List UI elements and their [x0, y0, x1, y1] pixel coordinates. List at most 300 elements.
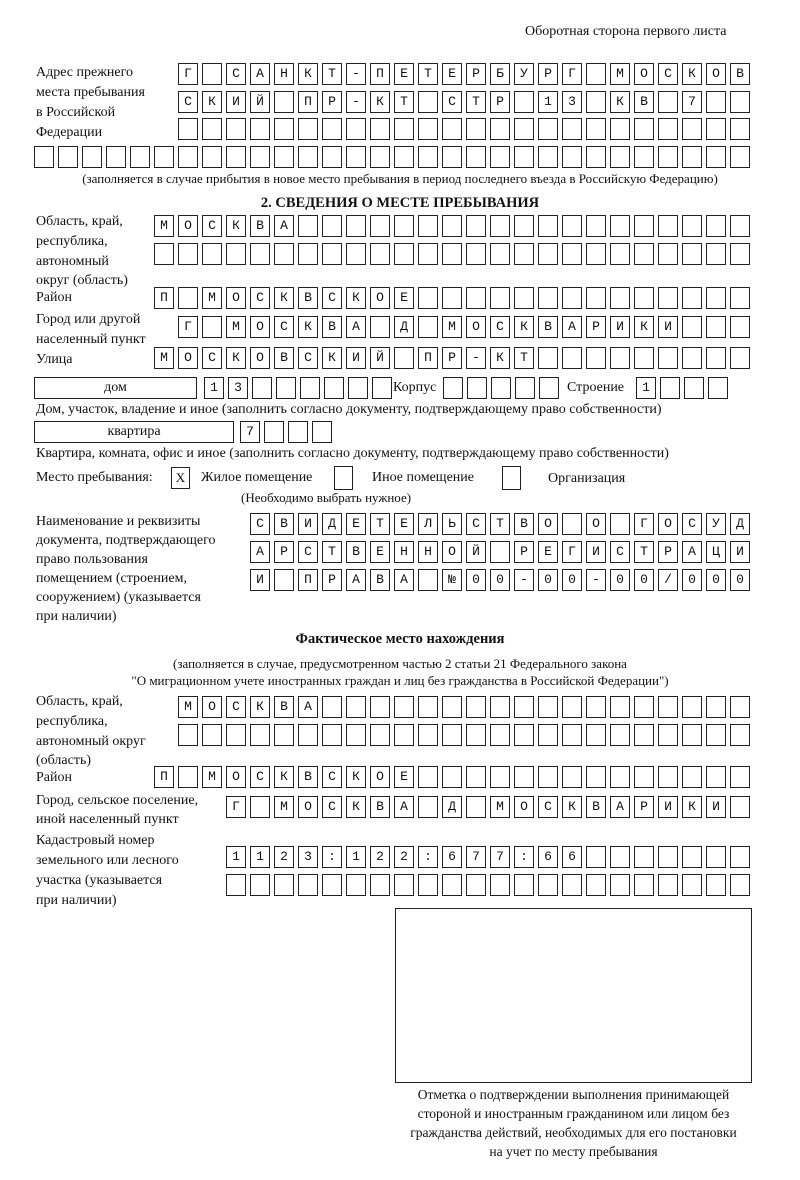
- char-cell[interactable]: [178, 63, 198, 85]
- char-cell[interactable]: [226, 243, 246, 265]
- char-cell[interactable]: [178, 243, 198, 265]
- char-cell[interactable]: [658, 846, 678, 868]
- char-cell[interactable]: [298, 874, 318, 896]
- char-cell[interactable]: [586, 118, 606, 140]
- char-cell[interactable]: [178, 215, 198, 237]
- char-cell[interactable]: [298, 513, 318, 535]
- char-cell[interactable]: [610, 118, 630, 140]
- char-cell[interactable]: [322, 287, 342, 309]
- char-cell[interactable]: [252, 377, 272, 399]
- char-cell[interactable]: [346, 118, 366, 140]
- char-cell[interactable]: [466, 63, 486, 85]
- char-cell[interactable]: [298, 766, 318, 788]
- char-cell[interactable]: [730, 63, 750, 85]
- char-cell[interactable]: [394, 215, 414, 237]
- char-cell[interactable]: [418, 846, 438, 868]
- char-cell[interactable]: [514, 63, 534, 85]
- char-cell[interactable]: [324, 377, 344, 399]
- char-cell[interactable]: [298, 215, 318, 237]
- char-cell[interactable]: [538, 724, 558, 746]
- char-cell[interactable]: [562, 541, 582, 563]
- char-cell[interactable]: [466, 724, 486, 746]
- char-cell[interactable]: [490, 215, 510, 237]
- char-cell[interactable]: [442, 569, 462, 591]
- char-cell[interactable]: [346, 91, 366, 113]
- char-cell[interactable]: [274, 696, 294, 718]
- char-cell[interactable]: [226, 287, 246, 309]
- char-cell[interactable]: [226, 91, 246, 113]
- char-cell[interactable]: [538, 766, 558, 788]
- char-cell[interactable]: [178, 766, 198, 788]
- char-cell[interactable]: [586, 696, 606, 718]
- char-cell[interactable]: [250, 215, 270, 237]
- char-cell[interactable]: [586, 874, 606, 896]
- char-cell[interactable]: [346, 243, 366, 265]
- char-cell[interactable]: [706, 146, 726, 168]
- char-cell[interactable]: [250, 796, 270, 818]
- char-cell[interactable]: [298, 541, 318, 563]
- char-cell[interactable]: [418, 243, 438, 265]
- char-cell[interactable]: [202, 118, 222, 140]
- char-cell[interactable]: [586, 541, 606, 563]
- char-cell[interactable]: [466, 91, 486, 113]
- char-cell[interactable]: [490, 146, 510, 168]
- char-cell[interactable]: [394, 766, 414, 788]
- char-cell[interactable]: [538, 215, 558, 237]
- char-cell[interactable]: [298, 118, 318, 140]
- char-cell[interactable]: [250, 569, 270, 591]
- char-cell[interactable]: [610, 796, 630, 818]
- char-cell[interactable]: [562, 316, 582, 338]
- char-cell[interactable]: [538, 846, 558, 868]
- char-cell[interactable]: [394, 287, 414, 309]
- char-cell[interactable]: [346, 874, 366, 896]
- char-cell[interactable]: [322, 91, 342, 113]
- char-cell[interactable]: [730, 696, 750, 718]
- char-cell[interactable]: [418, 724, 438, 746]
- char-cell[interactable]: [466, 513, 486, 535]
- char-cell[interactable]: [514, 287, 534, 309]
- char-cell[interactable]: [706, 63, 726, 85]
- char-cell[interactable]: [394, 796, 414, 818]
- char-cell[interactable]: [730, 874, 750, 896]
- char-cell[interactable]: [586, 724, 606, 746]
- char-cell[interactable]: [466, 874, 486, 896]
- char-cell[interactable]: [274, 287, 294, 309]
- char-cell[interactable]: [394, 146, 414, 168]
- char-cell[interactable]: [202, 63, 222, 85]
- char-cell[interactable]: [178, 316, 198, 338]
- char-cell[interactable]: [682, 724, 702, 746]
- char-cell[interactable]: [250, 696, 270, 718]
- char-cell[interactable]: [682, 766, 702, 788]
- char-cell[interactable]: [322, 513, 342, 535]
- char-cell[interactable]: [610, 316, 630, 338]
- char-cell[interactable]: [684, 377, 704, 399]
- char-cell[interactable]: [466, 287, 486, 309]
- char-cell[interactable]: [178, 287, 198, 309]
- char-cell[interactable]: [658, 91, 678, 113]
- char-cell[interactable]: [466, 541, 486, 563]
- char-cell[interactable]: [274, 796, 294, 818]
- char-cell[interactable]: [370, 724, 390, 746]
- char-cell[interactable]: [250, 287, 270, 309]
- char-cell[interactable]: [442, 874, 462, 896]
- char-cell[interactable]: [370, 287, 390, 309]
- char-cell[interactable]: [154, 766, 174, 788]
- char-cell[interactable]: [682, 347, 702, 369]
- char-cell[interactable]: [298, 146, 318, 168]
- char-cell[interactable]: [442, 316, 462, 338]
- char-cell[interactable]: [178, 696, 198, 718]
- char-cell[interactable]: [418, 541, 438, 563]
- char-cell[interactable]: [346, 316, 366, 338]
- char-cell[interactable]: [202, 146, 222, 168]
- char-cell[interactable]: [370, 569, 390, 591]
- char-cell[interactable]: [312, 421, 332, 443]
- char-cell[interactable]: [204, 377, 224, 399]
- char-cell[interactable]: [610, 513, 630, 535]
- char-cell[interactable]: [322, 541, 342, 563]
- char-cell[interactable]: [226, 63, 246, 85]
- char-cell[interactable]: [514, 541, 534, 563]
- char-cell[interactable]: [562, 63, 582, 85]
- stay-option-checkbox-organization[interactable]: [502, 466, 521, 490]
- char-cell[interactable]: [394, 541, 414, 563]
- char-cell[interactable]: [730, 347, 750, 369]
- char-cell[interactable]: [370, 243, 390, 265]
- char-cell[interactable]: [442, 541, 462, 563]
- char-cell[interactable]: [610, 874, 630, 896]
- char-cell[interactable]: [610, 215, 630, 237]
- char-cell[interactable]: [178, 146, 198, 168]
- char-cell[interactable]: [730, 91, 750, 113]
- char-cell[interactable]: [514, 215, 534, 237]
- char-cell[interactable]: [562, 243, 582, 265]
- char-cell[interactable]: [658, 513, 678, 535]
- char-cell[interactable]: [274, 316, 294, 338]
- char-cell[interactable]: [706, 541, 726, 563]
- char-cell[interactable]: [538, 243, 558, 265]
- char-cell[interactable]: [298, 316, 318, 338]
- char-cell[interactable]: [562, 215, 582, 237]
- char-cell[interactable]: [466, 146, 486, 168]
- char-cell[interactable]: [346, 287, 366, 309]
- char-cell[interactable]: [682, 796, 702, 818]
- char-cell[interactable]: [250, 513, 270, 535]
- char-cell[interactable]: [514, 146, 534, 168]
- char-cell[interactable]: [562, 724, 582, 746]
- char-cell[interactable]: [322, 215, 342, 237]
- char-cell[interactable]: [634, 316, 654, 338]
- char-cell[interactable]: [706, 766, 726, 788]
- char-cell[interactable]: [274, 347, 294, 369]
- char-cell[interactable]: [538, 287, 558, 309]
- char-cell[interactable]: [515, 377, 535, 399]
- char-cell[interactable]: [634, 513, 654, 535]
- char-cell[interactable]: [202, 287, 222, 309]
- char-cell[interactable]: [154, 215, 174, 237]
- char-cell[interactable]: [730, 513, 750, 535]
- char-cell[interactable]: [490, 541, 510, 563]
- char-cell[interactable]: [562, 874, 582, 896]
- char-cell[interactable]: [490, 846, 510, 868]
- char-cell[interactable]: [490, 766, 510, 788]
- char-cell[interactable]: [346, 513, 366, 535]
- char-cell[interactable]: [730, 766, 750, 788]
- char-cell[interactable]: [610, 243, 630, 265]
- char-cell[interactable]: [202, 347, 222, 369]
- char-cell[interactable]: [442, 91, 462, 113]
- char-cell[interactable]: [370, 215, 390, 237]
- char-cell[interactable]: [394, 243, 414, 265]
- char-cell[interactable]: [370, 874, 390, 896]
- char-cell[interactable]: [682, 243, 702, 265]
- char-cell[interactable]: [34, 146, 54, 168]
- char-cell[interactable]: [418, 316, 438, 338]
- char-cell[interactable]: [322, 146, 342, 168]
- char-cell[interactable]: [658, 146, 678, 168]
- char-cell[interactable]: [418, 347, 438, 369]
- char-cell[interactable]: [490, 316, 510, 338]
- char-cell[interactable]: [370, 766, 390, 788]
- char-cell[interactable]: [372, 377, 392, 399]
- char-cell[interactable]: [178, 724, 198, 746]
- char-cell[interactable]: [274, 541, 294, 563]
- char-cell[interactable]: [610, 724, 630, 746]
- char-cell[interactable]: [274, 215, 294, 237]
- char-cell[interactable]: [634, 63, 654, 85]
- char-cell[interactable]: [274, 846, 294, 868]
- char-cell[interactable]: [586, 316, 606, 338]
- char-cell[interactable]: [346, 215, 366, 237]
- char-cell[interactable]: [370, 118, 390, 140]
- char-cell[interactable]: [154, 243, 174, 265]
- char-cell[interactable]: [586, 796, 606, 818]
- char-cell[interactable]: [250, 347, 270, 369]
- char-cell[interactable]: [682, 569, 702, 591]
- char-cell[interactable]: [226, 724, 246, 746]
- char-cell[interactable]: [250, 146, 270, 168]
- char-cell[interactable]: [730, 215, 750, 237]
- char-cell[interactable]: [682, 846, 702, 868]
- char-cell[interactable]: [610, 63, 630, 85]
- char-cell[interactable]: [466, 846, 486, 868]
- char-cell[interactable]: [634, 215, 654, 237]
- char-cell[interactable]: [490, 118, 510, 140]
- char-cell[interactable]: [250, 541, 270, 563]
- char-cell[interactable]: [562, 569, 582, 591]
- char-cell[interactable]: [442, 146, 462, 168]
- char-cell[interactable]: [658, 347, 678, 369]
- char-cell[interactable]: [514, 118, 534, 140]
- char-cell[interactable]: [226, 215, 246, 237]
- char-cell[interactable]: [394, 347, 414, 369]
- char-cell[interactable]: [106, 146, 126, 168]
- char-cell[interactable]: [274, 243, 294, 265]
- char-cell[interactable]: [178, 118, 198, 140]
- char-cell[interactable]: [298, 243, 318, 265]
- char-cell[interactable]: [442, 347, 462, 369]
- char-cell[interactable]: [610, 569, 630, 591]
- char-cell[interactable]: [348, 377, 368, 399]
- char-cell[interactable]: [514, 243, 534, 265]
- char-cell[interactable]: [466, 569, 486, 591]
- char-cell[interactable]: [442, 215, 462, 237]
- char-cell[interactable]: [586, 569, 606, 591]
- char-cell[interactable]: [634, 118, 654, 140]
- char-cell[interactable]: [394, 63, 414, 85]
- char-cell[interactable]: [466, 766, 486, 788]
- char-cell[interactable]: [491, 377, 511, 399]
- char-cell[interactable]: [274, 146, 294, 168]
- char-cell[interactable]: [250, 316, 270, 338]
- char-cell[interactable]: [490, 243, 510, 265]
- char-cell[interactable]: [370, 846, 390, 868]
- char-cell[interactable]: [394, 724, 414, 746]
- char-cell[interactable]: [82, 146, 102, 168]
- char-cell[interactable]: [610, 541, 630, 563]
- char-cell[interactable]: [274, 513, 294, 535]
- char-cell[interactable]: [514, 569, 534, 591]
- char-cell[interactable]: [298, 724, 318, 746]
- char-cell[interactable]: [490, 63, 510, 85]
- char-cell[interactable]: [418, 874, 438, 896]
- char-cell[interactable]: [730, 724, 750, 746]
- char-cell[interactable]: [682, 874, 702, 896]
- char-cell[interactable]: [322, 846, 342, 868]
- char-cell[interactable]: [538, 91, 558, 113]
- char-cell[interactable]: [322, 316, 342, 338]
- char-cell[interactable]: [634, 146, 654, 168]
- char-cell[interactable]: [634, 874, 654, 896]
- char-cell[interactable]: [706, 569, 726, 591]
- char-cell[interactable]: [682, 91, 702, 113]
- char-cell[interactable]: [730, 541, 750, 563]
- char-cell[interactable]: [658, 215, 678, 237]
- char-cell[interactable]: [202, 243, 222, 265]
- char-cell[interactable]: [634, 243, 654, 265]
- char-cell[interactable]: [394, 513, 414, 535]
- char-cell[interactable]: [538, 146, 558, 168]
- char-cell[interactable]: [562, 91, 582, 113]
- char-cell[interactable]: [514, 316, 534, 338]
- stay-option-checkbox-residential[interactable]: X: [171, 467, 190, 489]
- char-cell[interactable]: [274, 569, 294, 591]
- char-cell[interactable]: [442, 118, 462, 140]
- char-cell[interactable]: [682, 118, 702, 140]
- char-cell[interactable]: [490, 91, 510, 113]
- char-cell[interactable]: [538, 541, 558, 563]
- char-cell[interactable]: [586, 243, 606, 265]
- char-cell[interactable]: [730, 118, 750, 140]
- char-cell[interactable]: [300, 377, 320, 399]
- char-cell[interactable]: [539, 377, 559, 399]
- char-cell[interactable]: [610, 846, 630, 868]
- char-cell[interactable]: [418, 513, 438, 535]
- char-cell[interactable]: [346, 146, 366, 168]
- char-cell[interactable]: [298, 696, 318, 718]
- char-cell[interactable]: [706, 118, 726, 140]
- char-cell[interactable]: [226, 846, 246, 868]
- char-cell[interactable]: [730, 243, 750, 265]
- char-cell[interactable]: [394, 316, 414, 338]
- char-cell[interactable]: [706, 724, 726, 746]
- char-cell[interactable]: [226, 874, 246, 896]
- char-cell[interactable]: [708, 377, 728, 399]
- char-cell[interactable]: [658, 724, 678, 746]
- char-cell[interactable]: [250, 118, 270, 140]
- char-cell[interactable]: [490, 796, 510, 818]
- char-cell[interactable]: [682, 215, 702, 237]
- char-cell[interactable]: [634, 91, 654, 113]
- char-cell[interactable]: [370, 91, 390, 113]
- char-cell[interactable]: [226, 347, 246, 369]
- char-cell[interactable]: [658, 696, 678, 718]
- char-cell[interactable]: [442, 63, 462, 85]
- char-cell[interactable]: [250, 846, 270, 868]
- char-cell[interactable]: [562, 696, 582, 718]
- char-cell[interactable]: [730, 796, 750, 818]
- char-cell[interactable]: [370, 347, 390, 369]
- char-cell[interactable]: [586, 347, 606, 369]
- char-cell[interactable]: [490, 696, 510, 718]
- char-cell[interactable]: [346, 766, 366, 788]
- char-cell[interactable]: [634, 796, 654, 818]
- char-cell[interactable]: [274, 118, 294, 140]
- char-cell[interactable]: [562, 846, 582, 868]
- char-cell[interactable]: [276, 377, 296, 399]
- char-cell[interactable]: [634, 347, 654, 369]
- char-cell[interactable]: [322, 874, 342, 896]
- char-cell[interactable]: [538, 118, 558, 140]
- house-type-field[interactable]: дом: [34, 377, 197, 399]
- char-cell[interactable]: [370, 696, 390, 718]
- char-cell[interactable]: [58, 146, 78, 168]
- char-cell[interactable]: [418, 118, 438, 140]
- char-cell[interactable]: [682, 513, 702, 535]
- char-cell[interactable]: [490, 513, 510, 535]
- char-cell[interactable]: [274, 874, 294, 896]
- char-cell[interactable]: [298, 796, 318, 818]
- char-cell[interactable]: [346, 846, 366, 868]
- char-cell[interactable]: [466, 215, 486, 237]
- char-cell[interactable]: [154, 146, 174, 168]
- char-cell[interactable]: [250, 91, 270, 113]
- char-cell[interactable]: [250, 766, 270, 788]
- char-cell[interactable]: [346, 696, 366, 718]
- char-cell[interactable]: [538, 874, 558, 896]
- char-cell[interactable]: [466, 118, 486, 140]
- flat-type-field[interactable]: квартира: [34, 421, 234, 443]
- char-cell[interactable]: [202, 316, 222, 338]
- char-cell[interactable]: [250, 243, 270, 265]
- char-cell[interactable]: [514, 513, 534, 535]
- char-cell[interactable]: [730, 316, 750, 338]
- char-cell[interactable]: [274, 766, 294, 788]
- char-cell[interactable]: [514, 874, 534, 896]
- char-cell[interactable]: [154, 287, 174, 309]
- char-cell[interactable]: [274, 724, 294, 746]
- char-cell[interactable]: [298, 287, 318, 309]
- char-cell[interactable]: [226, 316, 246, 338]
- char-cell[interactable]: [298, 63, 318, 85]
- char-cell[interactable]: [538, 796, 558, 818]
- char-cell[interactable]: [586, 766, 606, 788]
- char-cell[interactable]: [610, 766, 630, 788]
- char-cell[interactable]: [514, 766, 534, 788]
- char-cell[interactable]: [682, 541, 702, 563]
